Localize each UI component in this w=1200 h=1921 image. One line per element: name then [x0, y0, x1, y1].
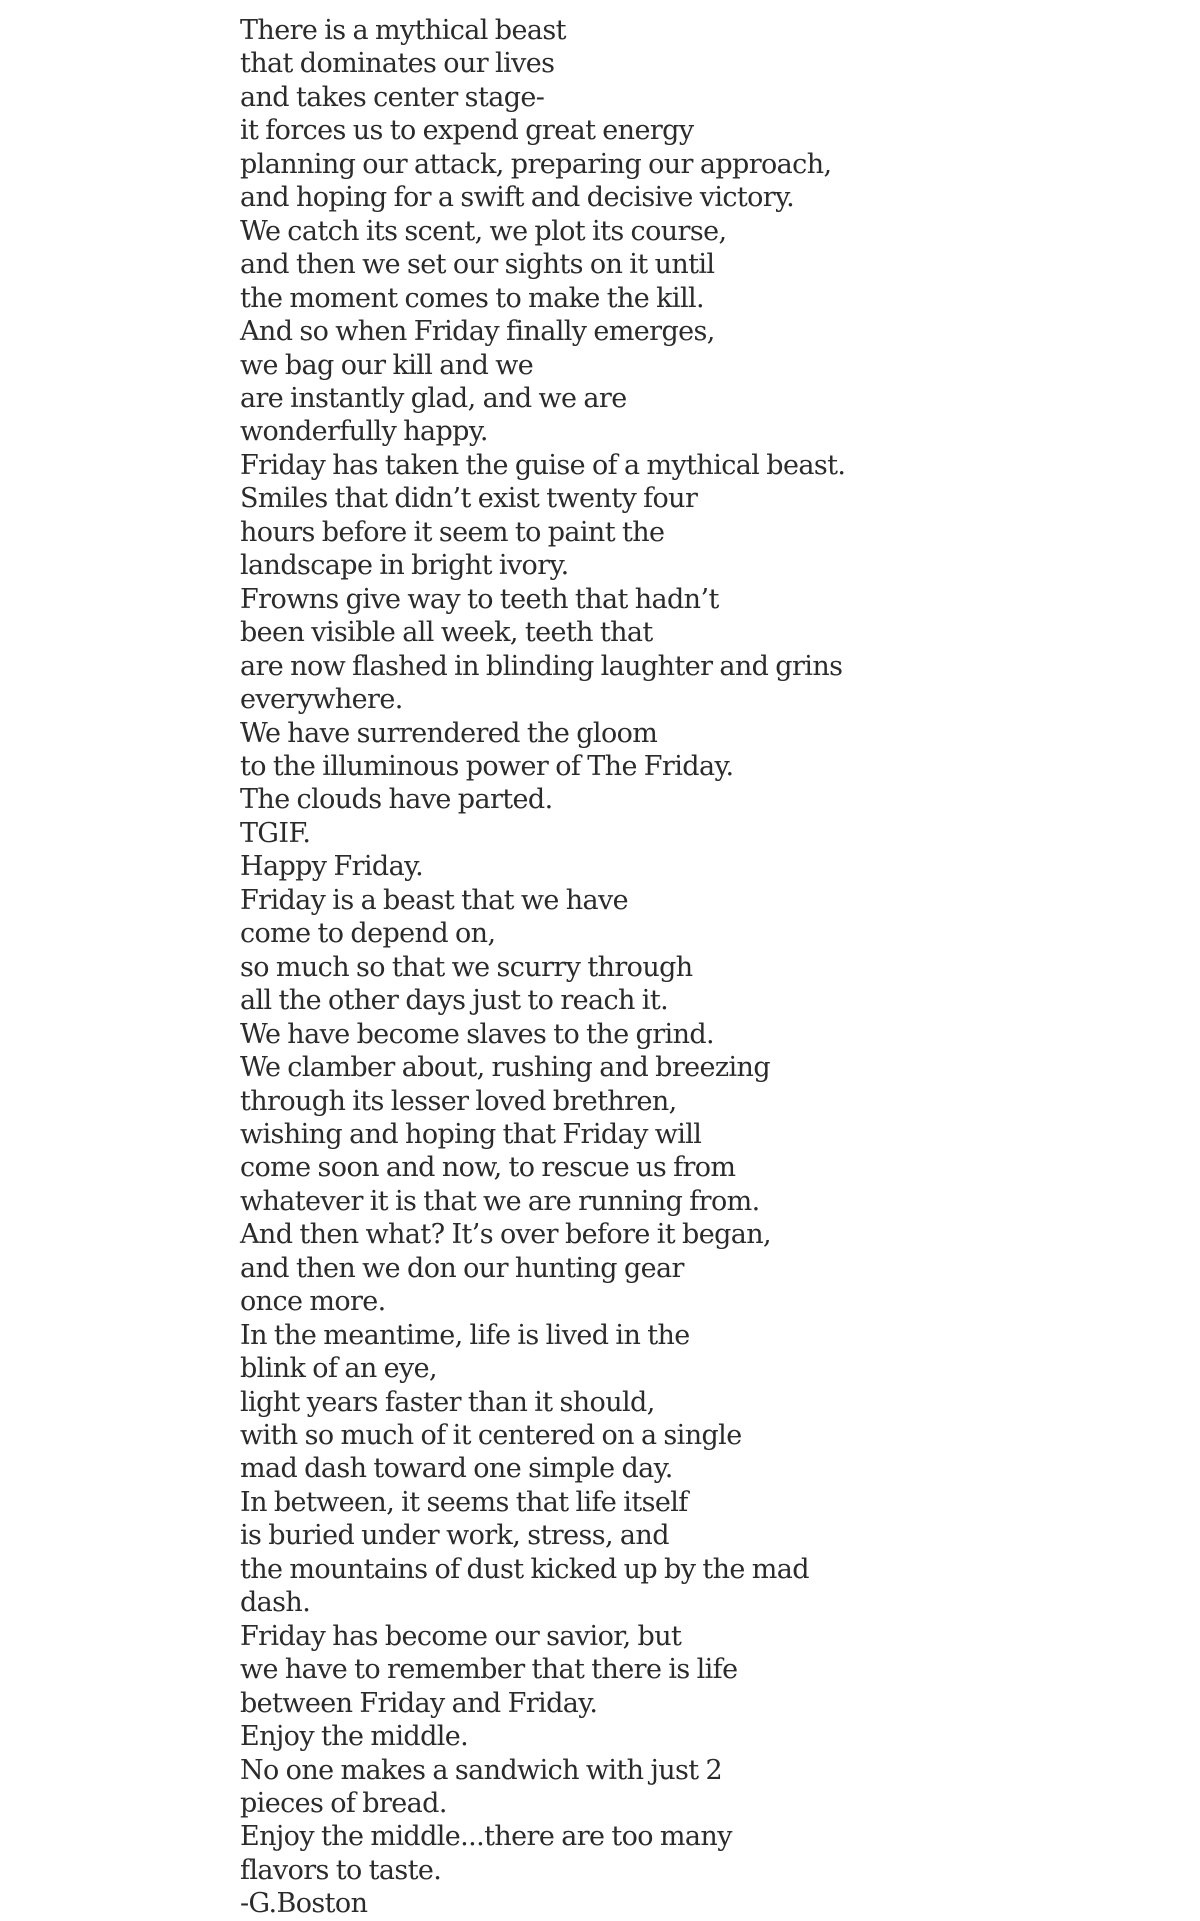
poem-line: Friday has taken the guise of a mythical beast. — [240, 449, 846, 481]
poem-line: the moment comes to make the kill. — [240, 282, 705, 314]
poem-line: flavors to taste. — [240, 1854, 442, 1886]
poem-line: once more. — [240, 1286, 386, 1318]
poem-line: light years faster than it should, — [240, 1386, 655, 1418]
poem-line: to the illuminous power of The Friday. — [240, 750, 734, 782]
poem-line: the mountains of dust kicked up by the mad — [240, 1553, 809, 1585]
poem-line: mad dash toward one simple day. — [240, 1453, 673, 1485]
poem-line: wonderfully happy. — [240, 416, 488, 448]
poem-line: and then we don our hunting gear — [240, 1252, 684, 1284]
poem-line: pieces of bread. — [240, 1788, 447, 1820]
poem-line: dash. — [240, 1587, 311, 1619]
poem-line: we bag our kill and we — [240, 349, 534, 381]
poem-line: We have surrendered the gloom — [240, 717, 658, 749]
poem-line: are instantly glad, and we are — [240, 382, 627, 414]
poem-line: Smiles that didn’t exist twenty four — [240, 483, 698, 515]
poem-line: Friday is a beast that we have — [240, 884, 629, 916]
poem-line: planning our attack, preparing our approach, — [240, 148, 832, 180]
poem-line: everywhere. — [240, 684, 403, 716]
poem-line: come soon and now, to rescue us from — [240, 1152, 736, 1184]
poem-line: between Friday and Friday. — [240, 1687, 598, 1719]
poem-line: and then we set our sights on it until — [240, 249, 715, 281]
poem-line: No one makes a sandwich with just 2 — [240, 1754, 723, 1786]
poem-line: wishing and hoping that Friday will — [240, 1118, 702, 1150]
poem-line: it forces us to expend great energy — [240, 115, 694, 147]
poem-line: We have become slaves to the grind. — [240, 1018, 715, 1050]
poem-line: is buried under work, stress, and — [240, 1520, 669, 1552]
poem-line: are now flashed in blinding laughter and grins — [240, 650, 843, 682]
poem-body — [240, 14, 845, 1921]
poem-line: hours before it seem to paint the — [240, 516, 665, 548]
poem-line: that dominates our lives — [240, 48, 555, 80]
poem-line: been visible all week, teeth that — [240, 617, 653, 649]
author-signature: -G.Boston — [240, 1888, 368, 1920]
poem-line: and takes center stage- — [240, 81, 545, 113]
poem-line: Frowns give way to teeth that hadn’t — [240, 583, 719, 615]
poem-line: And so when Friday finally emerges, — [240, 316, 715, 348]
poem-line: There is a mythical beast — [240, 15, 566, 46]
poem-line: Friday has become our savior, but — [240, 1620, 682, 1652]
poem-line: all the other days just to reach it. — [240, 985, 669, 1017]
poem-line: we have to remember that there is life — [240, 1654, 738, 1686]
poem-line: Happy Friday. — [240, 851, 424, 883]
poem-line: We catch its scent, we plot its course, — [240, 215, 727, 247]
poem-line: so much so that we scurry through — [240, 951, 693, 983]
poem-line: whatever it is that we are running from. — [240, 1185, 760, 1217]
poem-line: In the meantime, life is lived in the — [240, 1319, 690, 1351]
poem-line: In between, it seems that life itself — [240, 1486, 688, 1518]
poem-line: landscape in bright ivory. — [240, 550, 569, 582]
poem-line: through its lesser loved brethren, — [240, 1085, 677, 1117]
poem-line: Enjoy the middle. — [240, 1721, 469, 1753]
poem-line: TGIF. — [240, 817, 311, 849]
poem-line: blink of an eye, — [240, 1353, 437, 1385]
poem-line: and hoping for a swift and decisive victory. — [240, 182, 795, 214]
poem-line: with so much of it centered on a single — [240, 1420, 742, 1452]
poem-line: We clamber about, rushing and breezing — [240, 1052, 771, 1084]
poem-line: Enjoy the middle...there are too many — [240, 1821, 732, 1853]
poem-line: And then what? It’s over before it began, — [240, 1219, 772, 1251]
poem-line: come to depend on, — [240, 918, 496, 950]
poem-line: The clouds have parted. — [240, 784, 553, 816]
